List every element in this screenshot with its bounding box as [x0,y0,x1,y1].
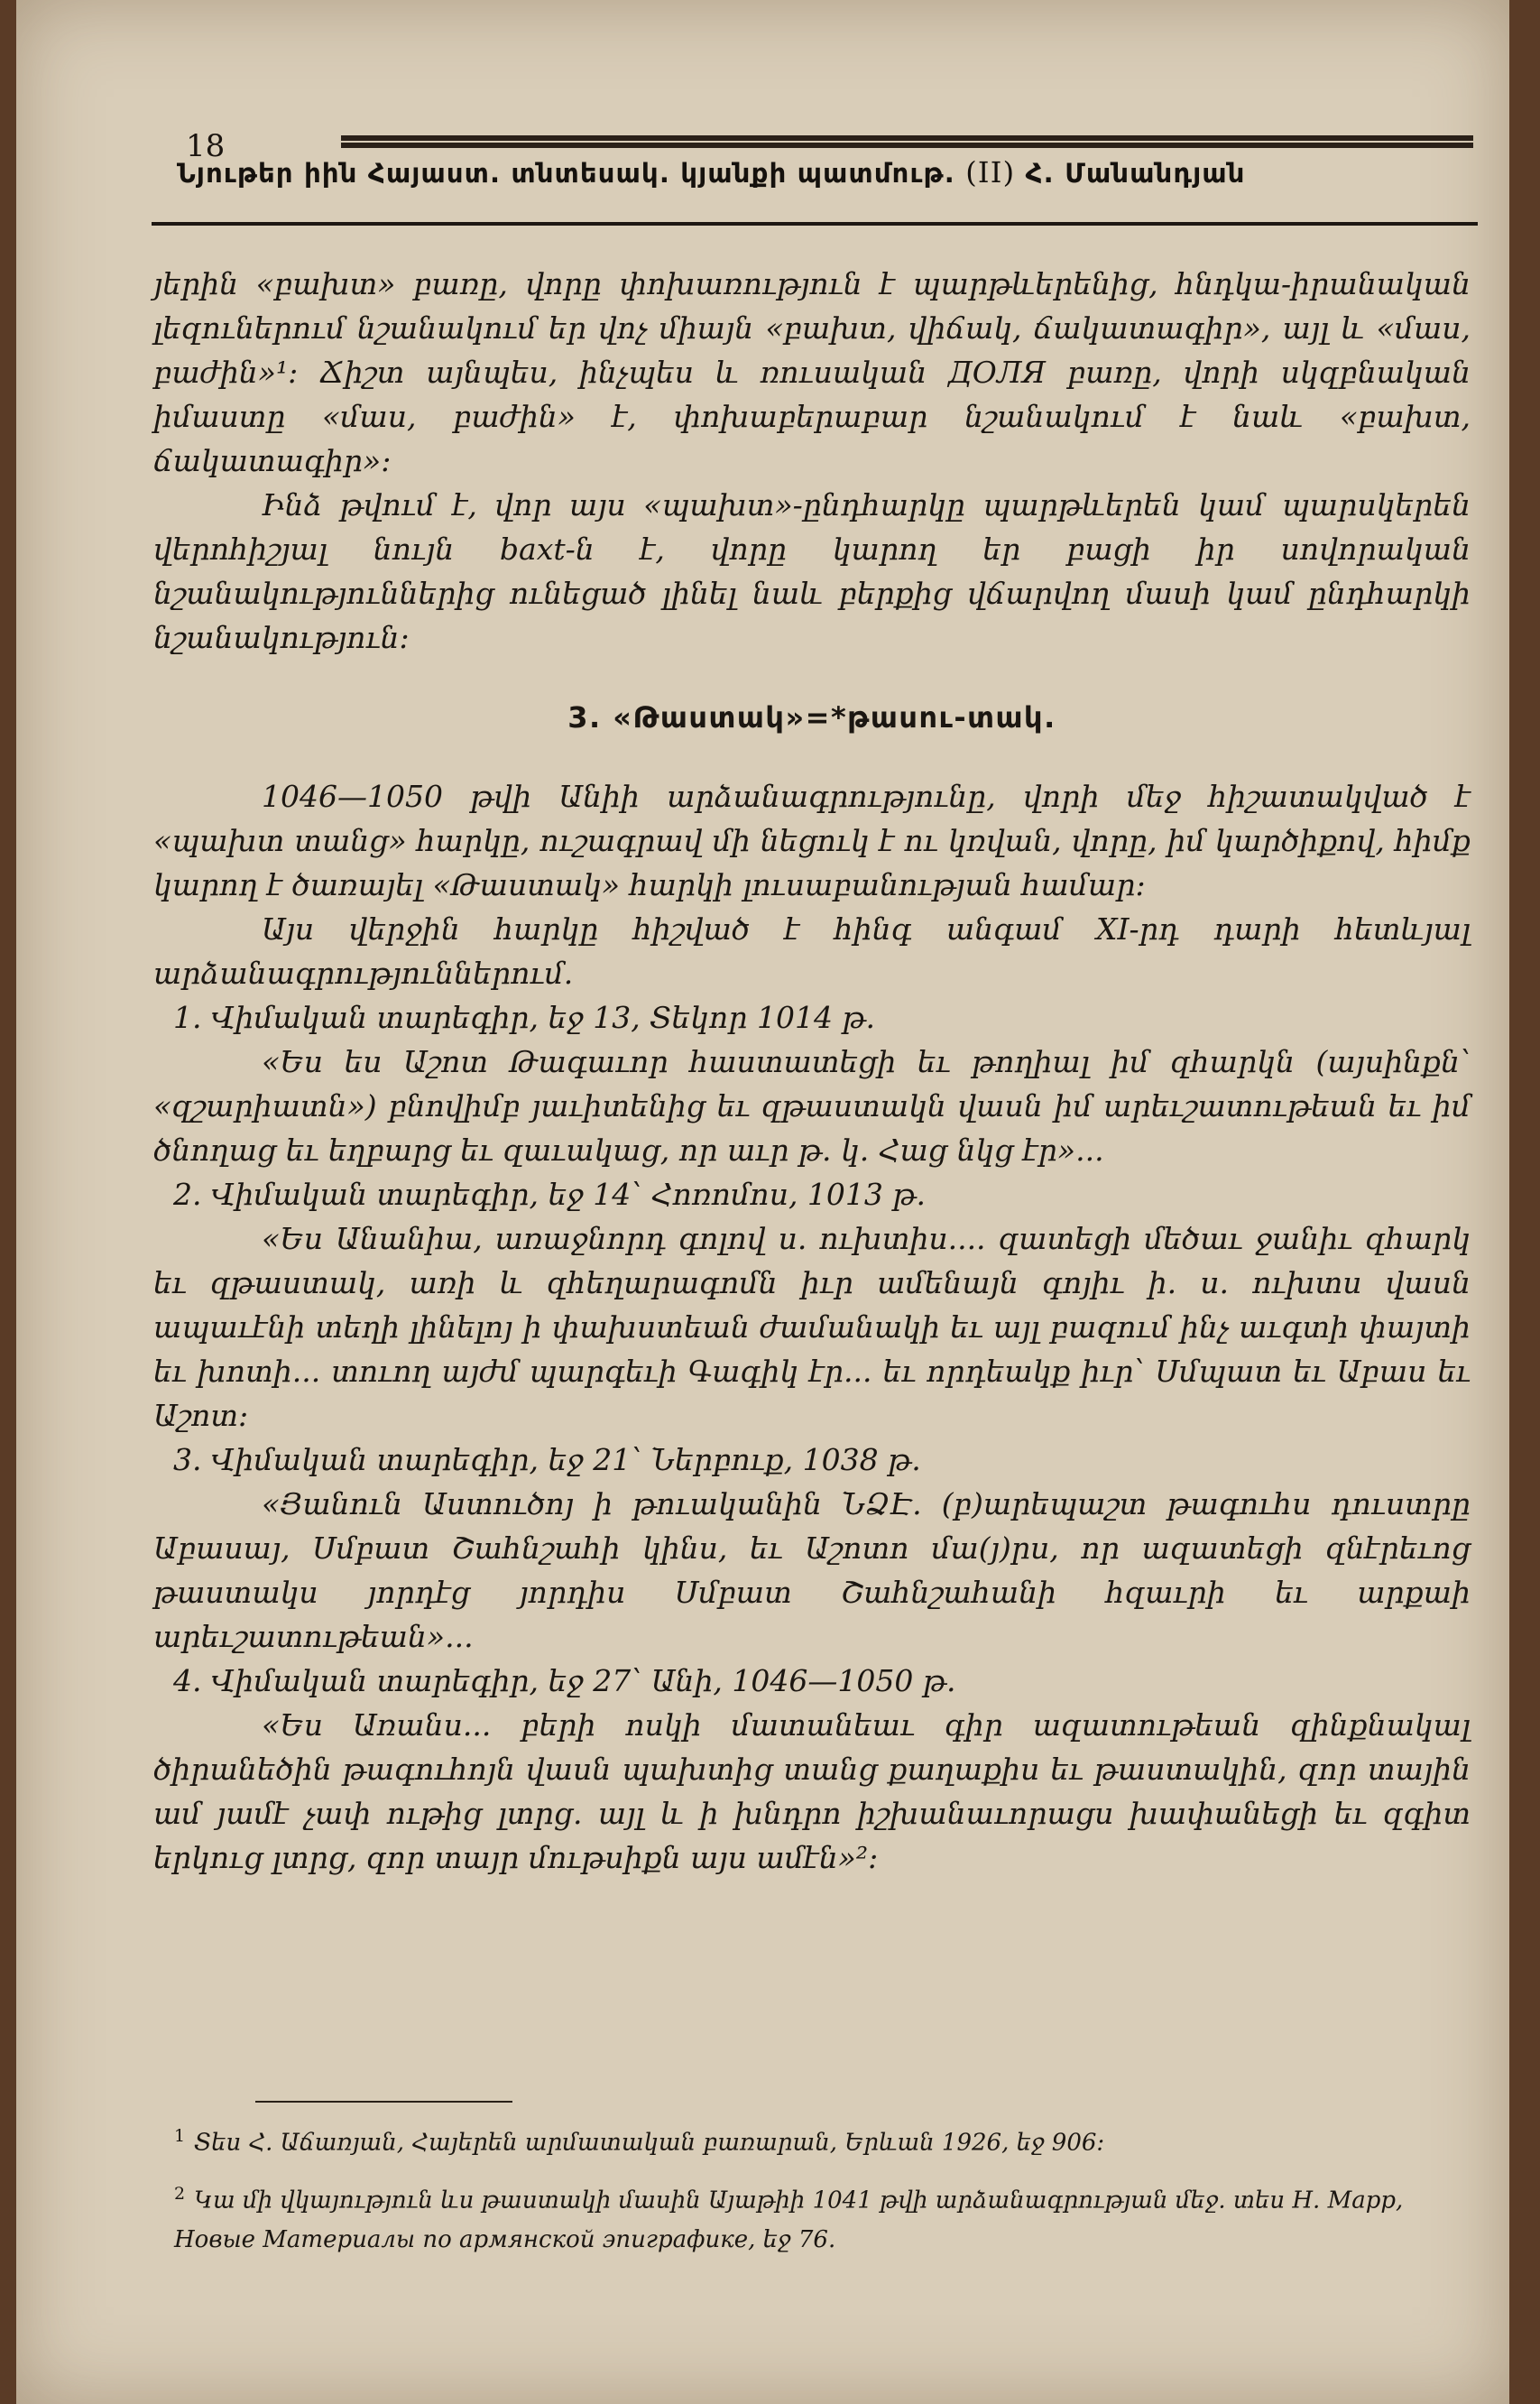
running-head [177,155,1476,190]
inscription-quote-2: «Ես Անանիա, առաջնորդ գոլով ս. ուխտիս.... զատեցի մեծաւ ջանիւ զհարկ եւ զթաստակ, առի և զհեղարագոմն իւր ամենայն գոյիւ ի. ս. ուխտս վասն ապաւէնի տեղի լինելոյ ի փախստեան ժամանակի եւ այլ բազում ինչ աւգտի փայտի եւ խոտի... տուող այժմ պարգեւի Գագիկ էր... եւ որդեակք իւր՝ Սմպատ եւ Աբաս եւ Աշոտ։ [153,1221,1471,1433]
section-heading: 3. «Թաստակ»=*թասու-տակ. [567,700,1056,735]
inscription-quote-4: «Ես Առանս... բերի ոսկի մատանեաւ գիր ազատութեան զինքնակալ ծիրանեծին թագուհոյն վասն պախտից տանց քաղաքիս եւ թաստակին, զոր տային ամ յամէ չափ ութից լտրց. այլ և ի խնդրո իշխանաւորացս խափանեցի եւ զգիտ երկուց լտրց, զոր տայր մութսիքն այս ամէն»²։ [153,1707,1471,1875]
footnote-1-number: 1 [174,2126,186,2146]
inscription-quote-1: «Ես ես Աշոտ Թագաւոր հաստատեցի եւ թողիալ իմ զհարկն (այսինքն՝ «զշարիատն») բնովիմբ յաւիտենից եւ զթաստակն վասն իմ արեւշատութեան եւ իմ ծնողաց եւ եղբարց եւ զաւակաց, որ աւր թ. կ. Հաց նկց էր»... [153,1044,1471,1168]
running-head-title: Նյութեր իին Հայաստ. տնտեսակ. կյանքի պատմութ. [177,158,955,189]
inscription-ref-2: 2. Վիմական տարեգիր, եջ 14՝ Հոռոմոս, 1013 թ. [173,1177,926,1212]
body-text [153,262,1471,1880]
paragraph-2: Ինձ թվում է, վոր այս «պախտ»-ընդհարկը պարթևերեն կամ պարսկերեն վերոհիշյալ նույն baxt-ն է, վորը կարող եր բացի իր սովորական նշանակություններից ունեցած լինել նաև բերքից վճարվող մասի կամ ընդհարկի նշանակություն։ [153,487,1471,655]
header-rule [341,135,1473,148]
footnote-2-number: 2 [174,2183,186,2204]
paragraph-1: յերին «բախտ» բառը, վորը փոխառություն է պարթևերենից, հնդկա-իրանական լեզուներում նշանակում եր վոչ միայն «բախտ, վիճակ, ճակատագիր», այլ և «մաս, բաժին»¹։ Ճիշտ այնպես, ինչպես և ռուսական ДОЛЯ բառը, վորի սկզբնական իմաստը «մաս, բաժին» է, փոխաբերաբար նշանակում է նաև «բախտ, ճակատագիր»։ [153,266,1471,478]
inscription-ref-1: 1. Վիմական տարեգիր, եջ 13, Տեկոր 1014 թ. [173,1000,876,1035]
book-page [16,0,1509,2404]
section-paragraph-1: 1046—1050 թվի Անիի արձանագրությունը, վորի մեջ հիշատակված է «պախտ տանց» հարկը, ուշագրավ մի նեցուկ է ու կռվան, վորը, իմ կարծիքով, հիմք կարող է ծառայել «Թաստակ» հարկի լուսաբանության համար։ [153,779,1471,902]
footnote-2 [174,2174,1473,2261]
inscription-ref-3: 3. Վիմական տարեգիր, եջ 21՝ Ներբուք, 1038 թ. [173,1442,921,1477]
inscription-quote-3: «Յանուն Աստուծոյ ի թուականին ՆՁԷ. (բ)արեպաշտ թագուհս դուստրը Աբասայ, Սմբատ Շահնշահի կինս, եւ Աշոտո մա(յ)րս, որ ազատեցի զնէրեւոց թաստակս յորդէց յորդիս Սմբատ Շահնշահանի հզաւրի եւ արքաի արեւշատութեան»... [153,1486,1471,1654]
inscription-ref-4: 4. Վիմական տարեգիր, եջ 27՝ Անի, 1046—1050 թ. [173,1663,956,1698]
head-divider [152,222,1478,226]
running-head-volume: (II) [965,155,1016,190]
running-head-author: Հ. Մանանդյան [1025,158,1246,189]
footnote-1-text: Տես Հ. Աճառյան, Հայերեն արմատական բառարան, Երևան 1926, եջ 906։ [194,2129,1105,2157]
footnote-2-text: Կա մի վկայություն ևս թաստակի մասին Այաթիի 1041 թվի արձանագրության մեջ. տես Н. Марр, Новые Материалы по армянской эпиграфике, եջ 76. [174,2187,1404,2254]
footnote-rule [255,2101,512,2103]
footnote-1 [174,2116,1473,2163]
section-paragraph-2: Այս վերջին հարկը հիշված է հինգ անգամ XI-րդ դարի հետևյալ արձանագրություններում. [153,911,1471,991]
page-number: 18 [186,128,226,164]
footnotes [174,2116,1473,2270]
